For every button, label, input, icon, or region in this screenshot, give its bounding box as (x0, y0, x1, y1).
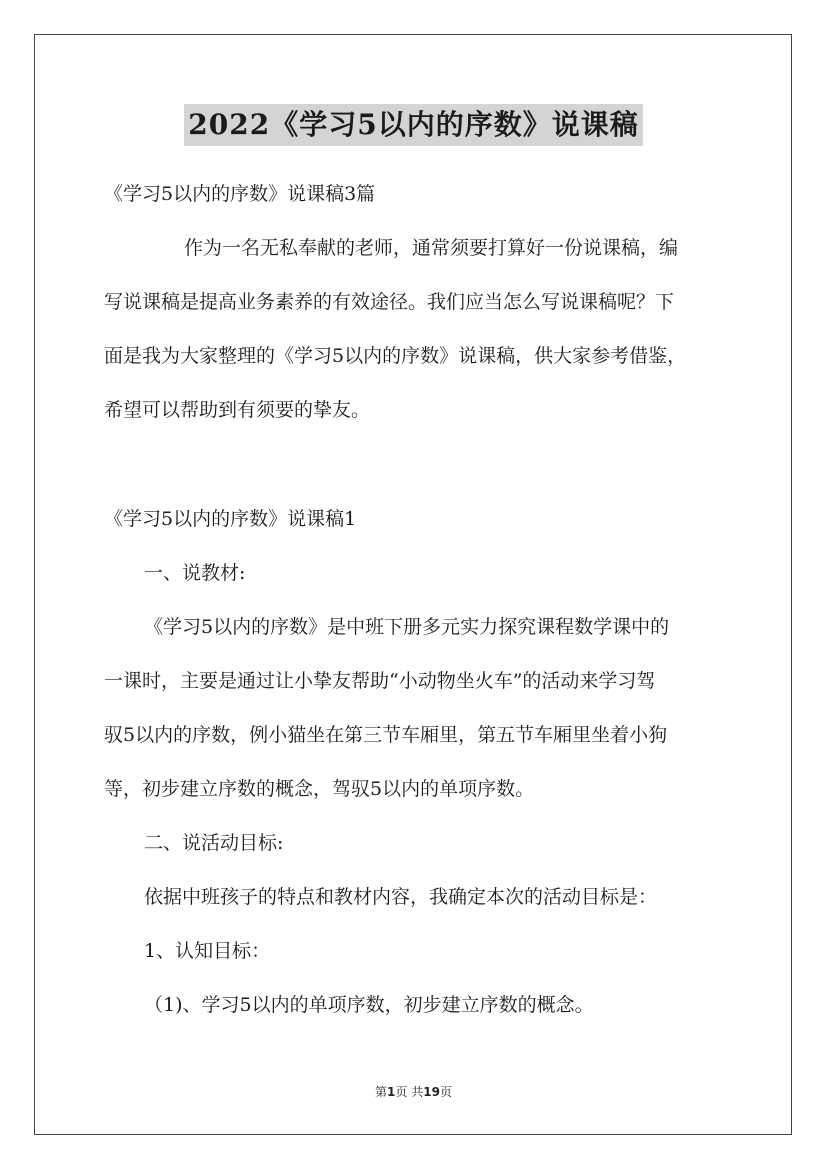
document-title: 2022《学习5以内的序数》说课稿 (184, 104, 642, 146)
part1-line-1: 《学习5以内的序数》是中班下册多元实力探究课程数学课中的 (144, 616, 670, 638)
intro-line-4: 希望可以帮助到有须要的挚友。 (104, 399, 371, 421)
footer-total-pages: 19 (423, 1085, 440, 1099)
part1-heading: 一、说教材: (144, 562, 246, 584)
part1-line-3: 驭5以内的序数，例小猫坐在第三节车厢里，第五节车厢里坐着小狗 (104, 724, 668, 746)
title-container (0, 104, 827, 146)
part2-intro: 依据中班孩子的特点和教材内容，我确定本次的活动目标是： (144, 886, 658, 908)
footer-page-number: 1 (387, 1085, 396, 1099)
goal1-item: （1)、学习5以内的单项序数，初步建立序数的概念。 (144, 994, 594, 1016)
page-footer (0, 1083, 827, 1100)
intro-line-1: 作为一名无私奉献的老师，通常须要打算好一份说课稿，编 (184, 237, 679, 259)
part1-line-4: 等，初步建立序数的概念，驾驭5以内的单项序数。 (104, 778, 535, 800)
section-heading: 《学习5以内的序数》说课稿1 (104, 508, 357, 530)
part1-line-2: 一课时，主要是通过让小挚友帮助“小动物坐火车”的活动来学习驾 (104, 670, 656, 692)
footer-suffix: 页 (439, 1085, 452, 1099)
intro-line-3: 面是我为大家整理的《学习5以内的序数》说课稿，供大家参考借鉴， (104, 345, 687, 367)
intro-line-2: 写说课稿是提高业务素养的有效途径。我们应当怎么写说课稿呢？下 (104, 291, 675, 313)
goal1-heading: 1、认知目标： (144, 940, 271, 962)
footer-prefix: 第 (375, 1085, 388, 1099)
footer-mid: 页 共 (395, 1085, 424, 1099)
subtitle: 《学习5以内的序数》说课稿3篇 (104, 183, 376, 205)
part2-heading: 二、说活动目标: (144, 832, 284, 854)
